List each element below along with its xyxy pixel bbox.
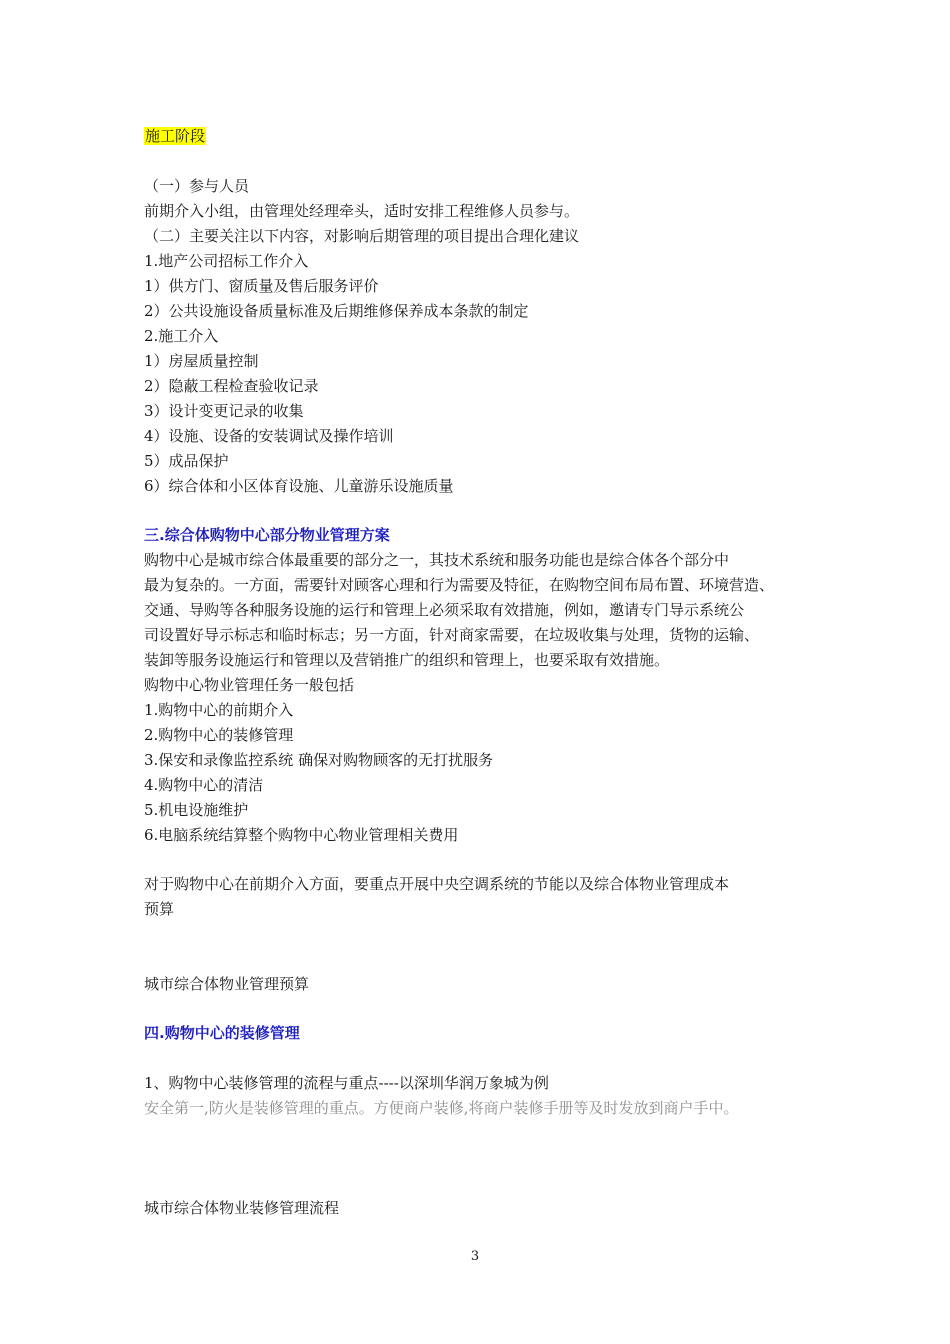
- text-line: 1、购物中心装修管理的流程与重点----以深圳华润万象城为例: [144, 1074, 549, 1092]
- page-number: 3: [470, 1249, 480, 1264]
- text-line: 前期介入小组，由管理处经理牵头，适时安排工程维修人员参与。: [144, 202, 580, 220]
- paragraph-line: 交通、导购等各种服务设施的运行和管理上必须采取有效措施，例如，邀请专门导示系统公: [144, 601, 745, 619]
- text-line: 3）设计变更记录的收集: [144, 402, 304, 420]
- section-heading: 三.综合体购物中心部分物业管理方案: [144, 526, 390, 544]
- paragraph-line: 装卸等服务设施运行和管理以及营销推广的组织和管理上，也要采取有效措施。: [144, 651, 670, 669]
- text-line: 2）公共设施设备质量标准及后期维修保养成本条款的制定: [144, 302, 529, 320]
- text-line: 4）设施、设备的安装调试及操作培训: [144, 427, 394, 445]
- text-line: 1）供方门、窗质量及售后服务评价: [144, 277, 379, 295]
- figure-caption: 城市综合体物业装修管理流程: [144, 1199, 340, 1217]
- section-heading: 四.购物中心的装修管理: [144, 1024, 300, 1042]
- note-line: 对于购物中心在前期介入方面，要重点开展中央空调系统的节能以及综合体物业管理成本: [144, 875, 730, 893]
- text-line: 6）综合体和小区体育设施、儿童游乐设施质量: [144, 477, 454, 495]
- paragraph-line: 购物中心是城市综合体最重要的部分之一，其技术系统和服务功能也是综合体各个部分中: [144, 551, 730, 569]
- text-line: （一）参与人员: [144, 177, 250, 195]
- text-line: 5）成品保护: [144, 452, 229, 470]
- text-line: 1.地产公司招标工作介入: [144, 252, 309, 270]
- task-item: 6.电脑系统结算整个购物中心物业管理相关费用: [144, 826, 459, 844]
- task-item: 3.保安和录像监控系统 确保对购物顾客的无打扰服务: [144, 751, 494, 769]
- section-title: [144, 126, 206, 146]
- text-line: 2）隐蔽工程检查验收记录: [144, 377, 319, 395]
- paragraph-line: 最为复杂的。一方面，需要针对顾客心理和行为需要及特征，在购物空间布局布置、环境营造、: [144, 576, 775, 594]
- figure-caption: 城市综合体物业管理预算: [144, 975, 310, 993]
- text-line: 2.施工介入: [144, 327, 219, 345]
- task-item: 4.购物中心的清洁: [144, 776, 264, 794]
- task-item: 1.购物中心的前期介入: [144, 701, 294, 719]
- text-line: 1）房屋质量控制: [144, 352, 259, 370]
- note-line: 预算: [144, 900, 175, 918]
- highlighted-title: 施工阶段: [145, 127, 206, 145]
- task-item: 5.机电设施维护: [144, 801, 249, 819]
- task-intro: 购物中心物业管理任务一般包括: [144, 676, 355, 694]
- paragraph-line: 司设置好导示标志和临时标志；另一方面，针对商家需要，在垃圾收集与处理，货物的运输、: [144, 626, 760, 644]
- task-item: 2.购物中心的装修管理: [144, 726, 294, 744]
- text-line: 安全第一,防火是装修管理的重点。方便商户装修,将商户装修手册等及时发放到商户手中。: [144, 1099, 739, 1117]
- text-line: （二）主要关注以下内容，对影响后期管理的项目提出合理化建议: [144, 227, 580, 245]
